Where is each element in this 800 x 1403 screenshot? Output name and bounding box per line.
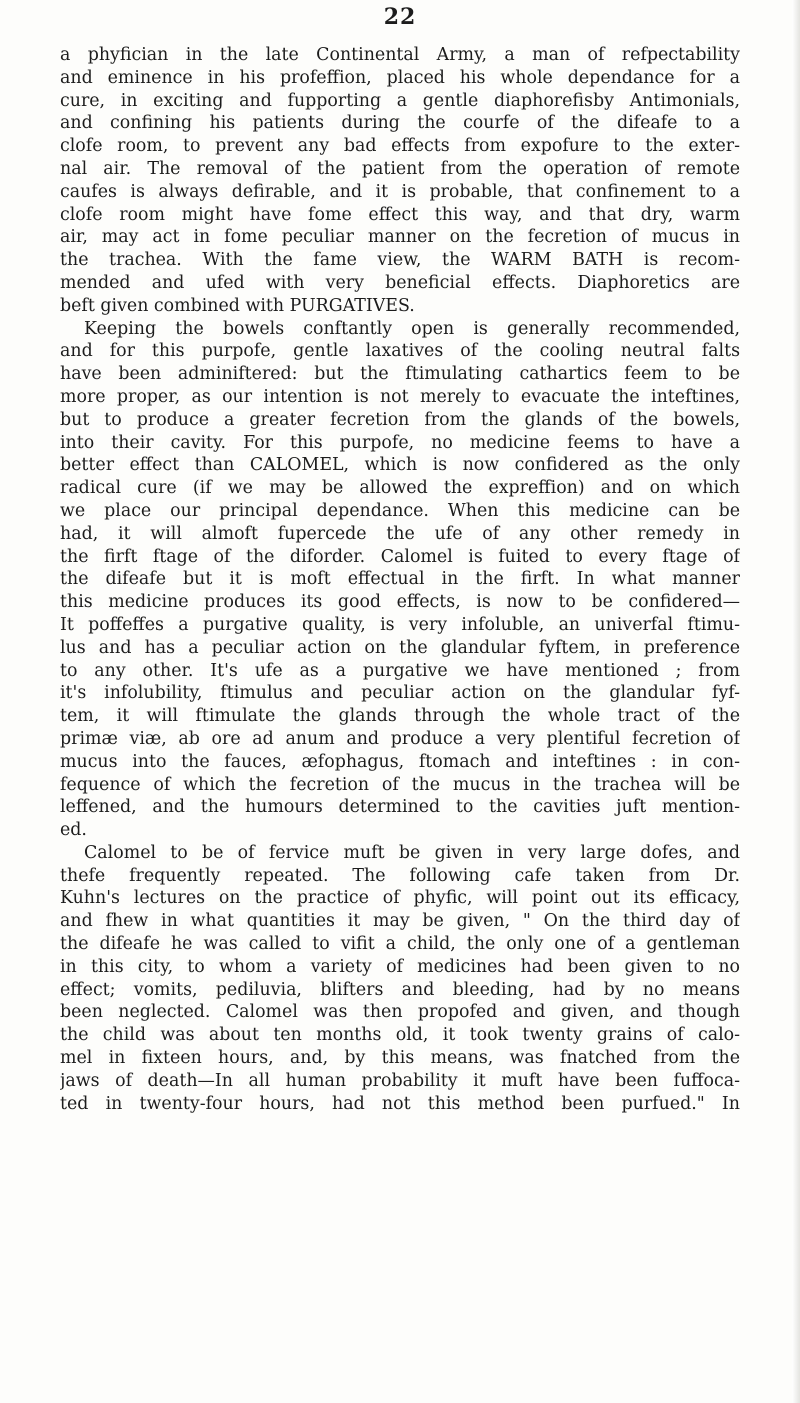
text-line: air, may act in fome peculiar manner on the fecretion of mucus in	[60, 227, 740, 248]
text-line: cure, in exciting and fupporting a gentle diaphorefisby Antimonials,	[60, 90, 740, 111]
text-line: the difeafe but it is moft effectual in the firft. In what manner	[60, 569, 740, 590]
text-line: the firft ftage of the diforder. Calomel is fuited to every ftage of	[60, 546, 740, 567]
text-line: and fhew in what quantities it may be given, " On the third day of	[60, 911, 740, 932]
text-line: the child was about ten months old, it took twenty grains of calo-	[60, 1025, 740, 1046]
text-line: and for this purpofe, gentle laxatives of the cooling neutral falts	[60, 341, 740, 362]
text-line: radical cure (if we may be allowed the expreffion) and on which	[60, 478, 740, 499]
text-line: been neglected. Calomel was then propofed and given, and though	[60, 1002, 740, 1023]
text-line: nal air. The removal of the patient from the operation of remote	[60, 158, 740, 179]
text-line: mended and ufed with very beneficial effects. Diaphoretics are	[60, 272, 740, 293]
text-line: more proper, as our intention is not merely to evacuate the inteftines,	[60, 386, 740, 407]
text-line: better effect than CALOMEL, which is now confidered as the only	[60, 455, 740, 476]
text-line: and confining his patients during the courfe of the difeafe to a	[60, 113, 740, 134]
text-line: to any other. It's ufe as a purgative we have mentioned ; from	[60, 660, 740, 681]
text-line: but to produce a greater fecretion from the glands of the bowels,	[60, 409, 740, 430]
text-line: lus and has a peculiar action on the glandular fyftem, in preference	[60, 637, 740, 658]
text-line: the difeafe he was called to vifit a child, the only one of a gentleman	[60, 934, 740, 955]
text-line: we place our principal dependance. When this medicine can be	[60, 500, 740, 521]
text-line: caufes is always defirable, and it is probable, that confinement to a	[60, 181, 740, 202]
paragraph-3	[60, 842, 740, 1116]
text-line: primæ viæ, ab ore ad anum and produce a very plentiful fecretion of	[60, 728, 740, 749]
text-line: a phyfician in the late Continental Army, a man of refpectability	[60, 45, 740, 65]
paragraph-2	[60, 318, 740, 842]
text-line: clofe room, to prevent any bad effects from expofure to the exter-	[60, 136, 740, 157]
text-line: thefe frequently repeated. The following cafe taken from Dr.	[60, 865, 740, 886]
text-line: ed.	[60, 820, 87, 841]
page-edge-shadow	[792, 0, 800, 1403]
text-line: clofe room might have fome effect this way, and that dry, warm	[60, 204, 740, 225]
text-line: had, it will almoft fupercede the ufe of any other remedy in	[60, 523, 740, 544]
page-number: 22	[383, 4, 417, 30]
text-line: leffened, and the humours determined to the cavities juft mention-	[60, 797, 740, 818]
text-line: ted in twenty-four hours, had not this method been purfued." In	[60, 1093, 740, 1114]
text-line: Kuhn's lectures on the practice of phyfic, will point out its efficacy,	[60, 888, 740, 909]
text-line: beft given combined with PURGATIVES.	[60, 295, 415, 316]
text-line: mel in fixteen hours, and, by this means, was fnatched from the	[60, 1048, 740, 1069]
text-line: it's infolubility, ftimulus and peculiar action on the glandular fyf-	[60, 683, 740, 704]
text-line: fequence of which the fecretion of the mucus in the trachea will be	[60, 774, 740, 795]
text-line: effect; vomits, pediluvia, blifters and bleeding, had by no means	[60, 979, 740, 1000]
paragraph-1	[60, 44, 740, 318]
text-line: into their cavity. For this purpofe, no medicine feems to have a	[60, 432, 740, 453]
text-line: this medicine produces its good effects, is now to be confidered—	[60, 592, 740, 613]
text-line: mucus into the fauces, æfophagus, ftomach and inteftines : in con-	[60, 751, 740, 772]
text-line: jaws of death—In all human probability it muft have been fuffoca-	[60, 1070, 740, 1091]
text-line: tem, it will ftimulate the glands through the whole tract of the	[60, 706, 740, 727]
text-line: Keeping the bowels conftantly open is generally recommended,	[84, 318, 740, 339]
text-line: and eminence in his profeffion, placed his whole dependance for a	[60, 67, 740, 88]
text-line: in this city, to whom a variety of medicines had been given to no	[60, 956, 740, 977]
body-text	[60, 44, 740, 1115]
text-line: Calomel to be of fervice muft be given in very large dofes, and	[84, 842, 740, 863]
text-line: It poffeffes a purgative quality, is very infoluble, an univerfal ftimu-	[60, 614, 740, 635]
text-line: have been adminiftered: but the ftimulating cathartics feem to be	[60, 364, 740, 385]
text-line: the trachea. With the fame view, the WARM BATH is recom-	[60, 250, 740, 271]
